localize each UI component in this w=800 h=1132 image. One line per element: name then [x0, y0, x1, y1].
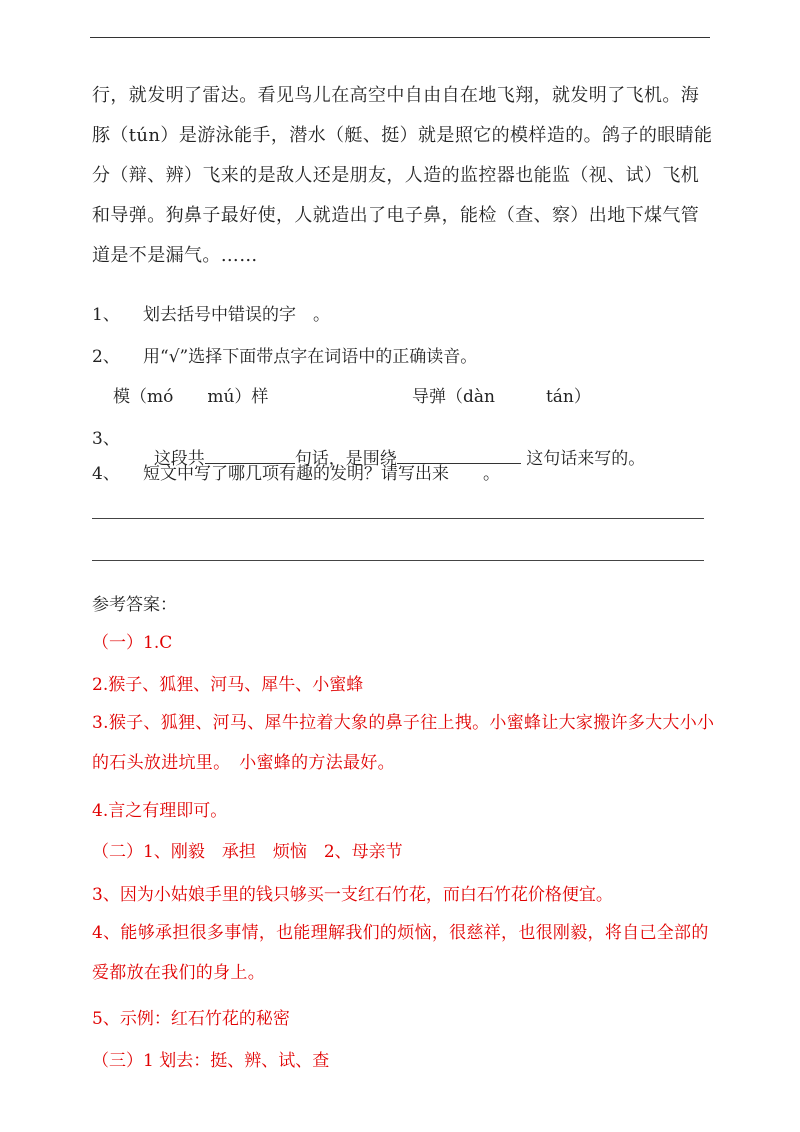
- answer-3: 3.猴子、狐狸、河马、犀牛拉着大象的鼻子往上拽。小蜜蜂让大家搬许多大大小小的石头放进坑里。 小蜜蜂的方法最好。: [92, 713, 715, 773]
- answer-9: （三）1 划去：挺、辨、试、查: [92, 1051, 330, 1071]
- answers-heading: 参考答案：: [92, 595, 177, 615]
- question-3-number: 3、: [92, 429, 120, 449]
- answer-1: （一）1.C: [92, 633, 173, 653]
- question-4-number: 4、: [92, 464, 120, 484]
- answer-7: 4、能够承担很多事情，也能理解我们的烦恼，很慈祥，也很刚毅，将自己全部的爱都放在我们的身上。: [92, 923, 709, 983]
- question-2-option-right: 导弹（dàn tán）: [412, 387, 591, 407]
- question-2-text: 用“√”选择下面带点字在词语中的正确读音。: [143, 347, 478, 367]
- question-3-part1: 这段共: [153, 449, 205, 469]
- passage-text: 行，就发明了雷达。看见鸟儿在高空中自由自在地飞翔，就发明了飞机。海豚（tún）是游泳能手，潜水（艇、挺）就是照它的模样造的。鸽子的眼睛能分（辩、辨）飞来的是敌人还是朋友，人造的监控器也能监（视、试）飞机和导弹。狗鼻子最好使，人就造出了电子鼻，能检（查、察）出地下煤气管道是不是漏气。……: [92, 85, 713, 266]
- answer-6: 3、因为小姑娘手里的钱只够买一支红石竹花，而白石竹花价格便宜。: [92, 885, 613, 905]
- answer-2: 2.猴子、狐狸、河马、犀牛、小蜜蜂: [92, 675, 364, 695]
- question-4-text: 短文中写了哪几项有趣的发明？请写出来 。: [143, 464, 500, 484]
- answer-write-line-2[interactable]: [92, 560, 704, 561]
- answer-8: 5、示例：红石竹花的秘密: [92, 1009, 290, 1029]
- header-rule: [90, 37, 710, 38]
- question-1-number: 1、: [92, 305, 120, 325]
- answer-5: （二）1、刚毅 承担 烦恼 2、母亲节: [92, 842, 403, 862]
- question-1-text: 划去括号中错误的字 。: [143, 305, 330, 325]
- question-3-part3: 这句话来写的。: [520, 449, 646, 469]
- answer-4: 4.言之有理即可。: [92, 801, 228, 821]
- question-2-number: 2、: [92, 347, 120, 367]
- question-2-option-left: 模（mó mú）样: [113, 387, 269, 407]
- question-3-part2: 句话，是围绕: [294, 449, 397, 469]
- answer-write-line-1[interactable]: [92, 518, 704, 519]
